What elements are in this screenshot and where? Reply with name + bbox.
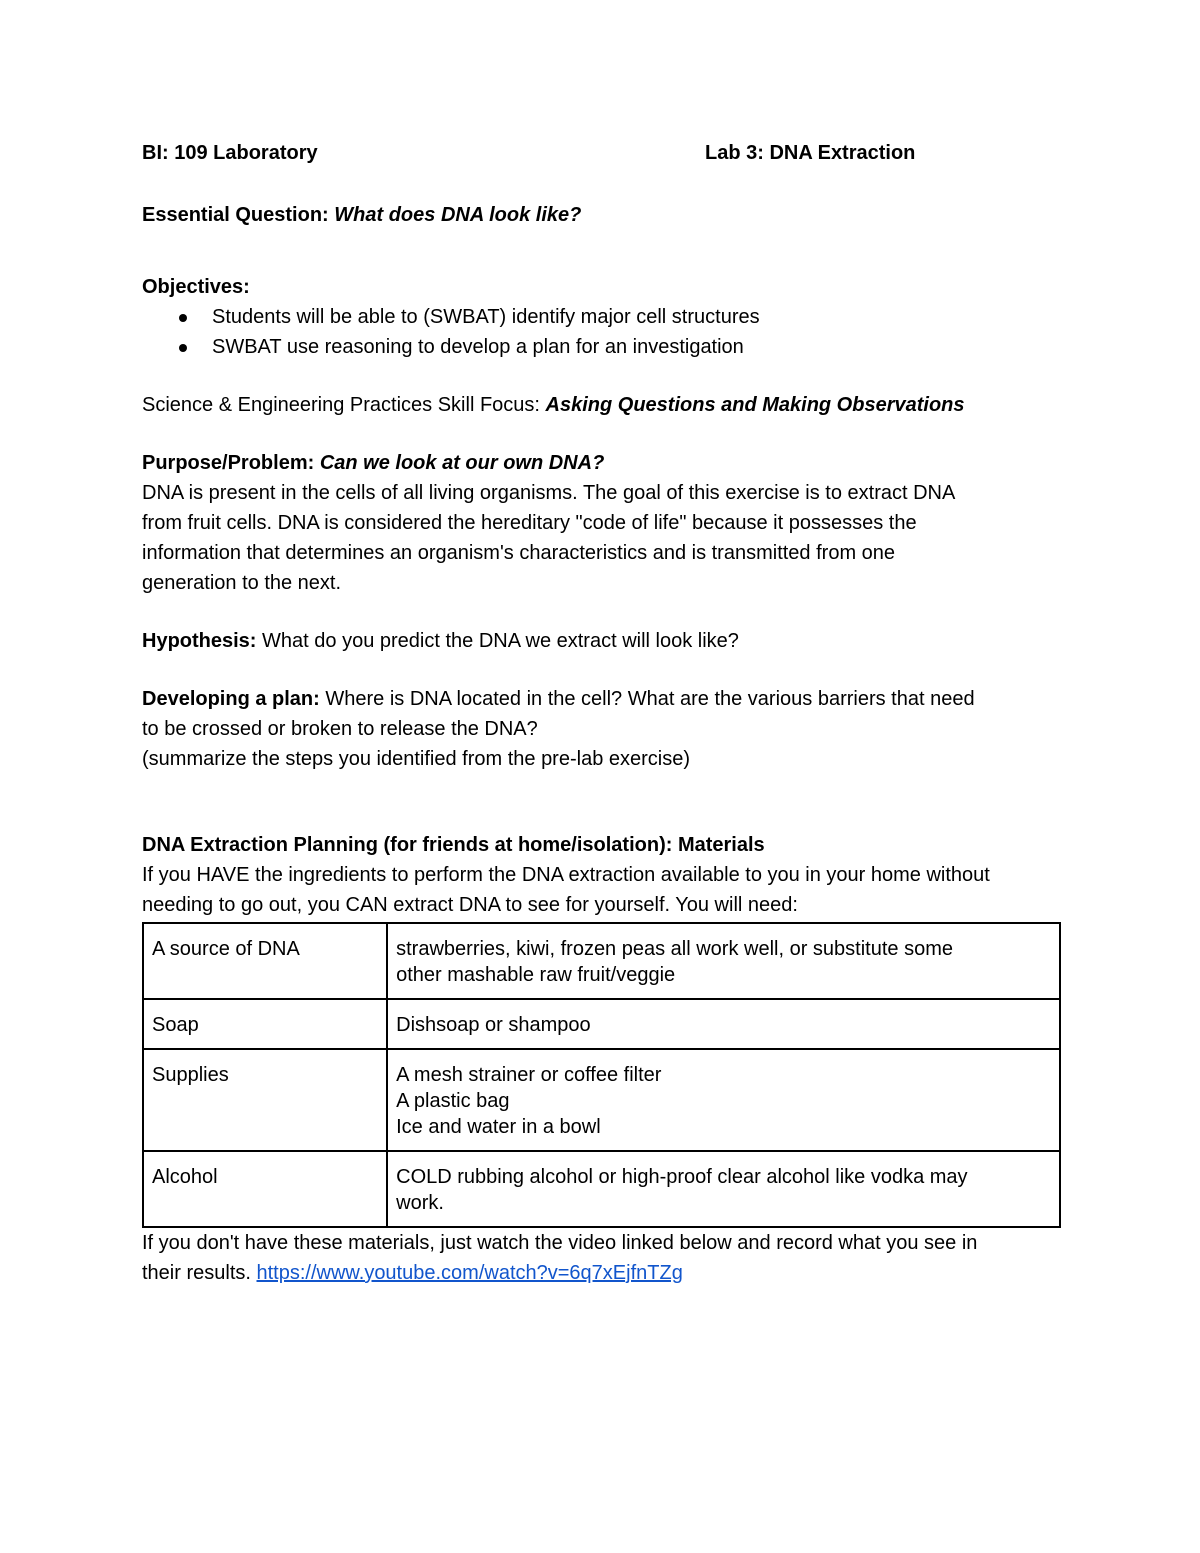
outro-text: their results. xyxy=(142,1262,251,1284)
essential-question-label: Essential Question: xyxy=(142,204,329,226)
table-row xyxy=(143,1151,1060,1227)
plan-line-2: to be crossed or broken to release the DNA? xyxy=(142,718,538,740)
skill-focus xyxy=(142,390,1062,420)
essential-question-text: What does DNA look like? xyxy=(334,204,582,226)
purpose-line: from fruit cells. DNA is considered the hereditary "code of life" because it possesses the xyxy=(142,512,917,534)
purpose-label: Purpose/Problem: xyxy=(142,452,315,474)
document-header xyxy=(142,142,1062,172)
lab-title: Lab 3: DNA Extraction xyxy=(705,142,916,164)
bullet-icon xyxy=(179,344,187,352)
material-detail-line: Dishsoap or shampoo xyxy=(396,1014,591,1036)
material-item: Alcohol xyxy=(143,1151,387,1227)
plan-text: Where is DNA located in the cell? What are the various barriers that need xyxy=(325,688,975,710)
material-detail xyxy=(387,1049,1060,1151)
skill-focus-text: Asking Questions and Making Observations xyxy=(545,394,965,416)
material-detail-line: strawberries, kiwi, frozen peas all work well, or substitute some xyxy=(396,938,953,960)
objective-text: Students will be able to (SWBAT) identify major cell structures xyxy=(212,306,760,328)
material-detail xyxy=(387,999,1060,1049)
materials-outro-line-2 xyxy=(142,1258,1062,1288)
material-detail xyxy=(387,1151,1060,1227)
materials-outro-line: If you don't have these materials, just watch the video linked below and record what you see in xyxy=(142,1232,978,1254)
objective-text: SWBAT use reasoning to develop a plan for an investigation xyxy=(212,336,744,358)
essential-question xyxy=(142,200,1062,230)
materials-intro-line: needing to go out, you CAN extract DNA to see for yourself. You will need: xyxy=(142,894,798,916)
material-detail xyxy=(387,923,1060,999)
table-row xyxy=(143,923,1060,999)
list-item xyxy=(142,332,1062,362)
materials-heading: DNA Extraction Planning (for friends at home/isolation): Materials xyxy=(142,834,765,856)
hypothesis xyxy=(142,626,1062,656)
plan-label: Developing a plan: xyxy=(142,688,320,710)
material-item: Supplies xyxy=(143,1049,387,1151)
document-page xyxy=(142,142,1062,1288)
hypothesis-text: What do you predict the DNA we extract will look like? xyxy=(262,630,739,652)
material-detail-line: other mashable raw fruit/veggie xyxy=(396,964,676,986)
bullet-icon xyxy=(179,314,187,322)
course-title: BI: 109 Laboratory xyxy=(142,142,318,164)
video-link[interactable]: https://www.youtube.com/watch?v=6q7xEjfnTZg xyxy=(256,1262,683,1284)
purpose-line: DNA is present in the cells of all living organisms. The goal of this exercise is to extract DNA xyxy=(142,482,956,504)
material-detail-line: work. xyxy=(396,1192,444,1214)
hypothesis-label: Hypothesis: xyxy=(142,630,257,652)
list-item xyxy=(142,302,1062,332)
plan-line-1 xyxy=(142,684,1062,714)
purpose-line: generation to the next. xyxy=(142,572,342,594)
objectives-list xyxy=(142,302,1062,362)
purpose-line: information that determines an organism's characteristics and is transmitted from one xyxy=(142,542,896,564)
material-item: Soap xyxy=(143,999,387,1049)
table-row xyxy=(143,999,1060,1049)
material-detail-line: Ice and water in a bowl xyxy=(396,1116,601,1138)
table-row xyxy=(143,1049,1060,1151)
material-detail-line: A plastic bag xyxy=(396,1090,510,1112)
plan-line-3: (summarize the steps you identified from the pre-lab exercise) xyxy=(142,748,691,770)
purpose-question: Can we look at our own DNA? xyxy=(319,452,605,474)
materials-table xyxy=(142,922,1061,1228)
material-detail-line: A mesh strainer or coffee filter xyxy=(396,1064,662,1086)
material-item: A source of DNA xyxy=(143,923,387,999)
objectives-label: Objectives: xyxy=(142,276,250,298)
material-detail-line: COLD rubbing alcohol or high-proof clear alcohol like vodka may xyxy=(396,1166,968,1188)
skill-focus-label: Science & Engineering Practices Skill Focus: xyxy=(142,394,540,416)
purpose-heading xyxy=(142,448,1062,478)
materials-intro-line: If you HAVE the ingredients to perform the DNA extraction available to you in your home without xyxy=(142,864,990,886)
